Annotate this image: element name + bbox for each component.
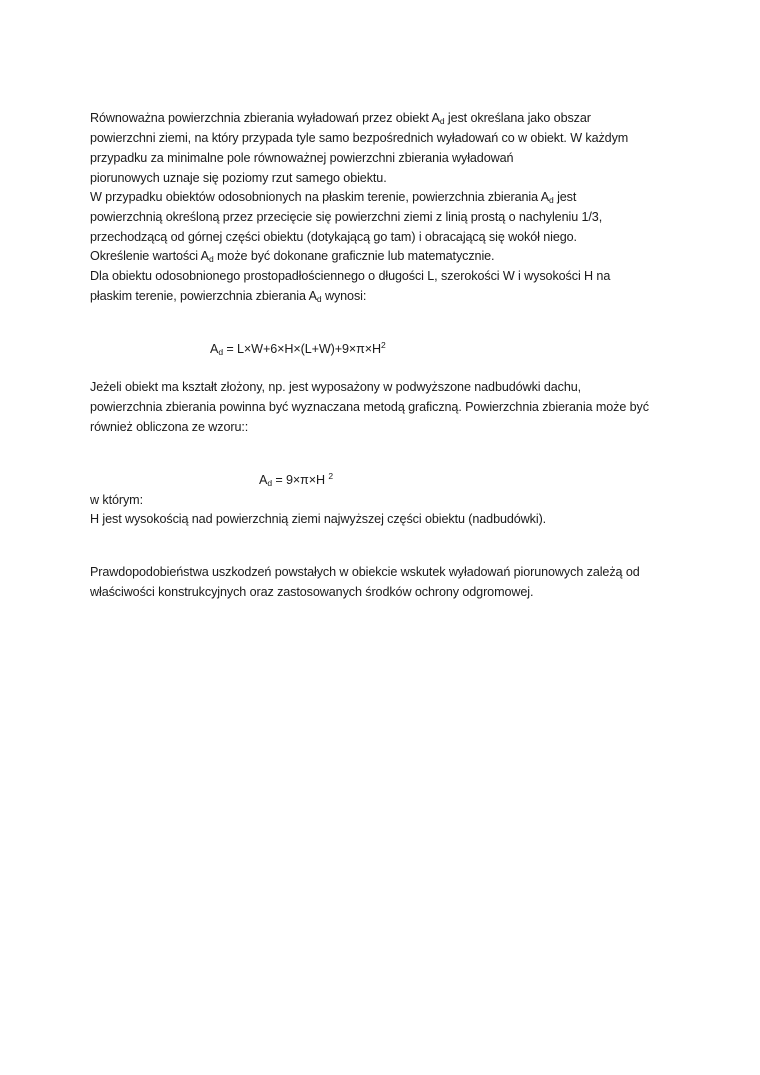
paragraph-line: Równoważna powierzchnia zbierania wyładowań przez obiekt $A_d$ jest określana jako obszar (90, 111, 591, 126)
paragraph-line: przypadku za minimalne pole równoważnej powierzchni zbierania wyładowań (90, 151, 514, 165)
paragraph-line: Jeżeli obiekt ma kształt złożony, np. jest wyposażony w podwyższone nadbudówki dachu, (90, 380, 582, 394)
formula-collection-area: $A_d = L\times W+6\times H\times(L+W)+9\times\pi\times H^2$ (210, 340, 386, 357)
paragraph-line: właściwości konstrukcyjnych oraz zastosowanych środków ochrony odgromowej. (90, 585, 534, 599)
paragraph-line: Określenie wartości $A_d$ może być dokonane graficznie lub matematycznie. (90, 249, 495, 264)
paragraph-line: powierzchnią określoną przez przecięcie się powierzchni ziemi z linią prostą o nachyleniu 1/3, (90, 210, 603, 224)
paragraph-line: w którym: (90, 493, 143, 507)
paragraph-line: powierzchnia zbierania powinna być wyznaczana metodą graficzną. Powierzchnia zbierania może być (90, 400, 649, 414)
paragraph-line: W przypadku obiektów odosobnionych na płaskim terenie, powierzchnia zbierania $A_d$ jest (90, 190, 577, 205)
formula-complex-object: $A_d = 9\times\pi\times H$ $^2$ (259, 471, 334, 488)
paragraph-line: przechodzącą od górnej części obiektu (dotykającą go tam) i obracającą się wokół niego. (90, 230, 577, 244)
paragraph-line: Dla obiektu odosobnionego prostopadłościennego o długości L, szerokości W i wysokości H na (90, 269, 611, 283)
paragraph-line: również obliczona ze wzoru:: (90, 420, 249, 434)
paragraph-line: H jest wysokością nad powierzchnią ziemi najwyższej części obiektu (nadbudówki). (90, 512, 547, 526)
paragraph-line: płaskim terenie, powierzchnia zbierania $A_d$ wynosi: (90, 289, 367, 304)
paragraph-line: Prawdopodobieństwa uszkodzeń powstałych w obiekcie wskutek wyładowań piorunowych zależą od (90, 565, 640, 579)
paragraph-line: powierzchni ziemi, na który przypada tyle samo bezpośrednich wyładowań co w obiekt. W każdym (90, 131, 629, 145)
paragraph-line: piorunowych uznaje się poziomy rzut samego obiektu. (90, 171, 387, 185)
